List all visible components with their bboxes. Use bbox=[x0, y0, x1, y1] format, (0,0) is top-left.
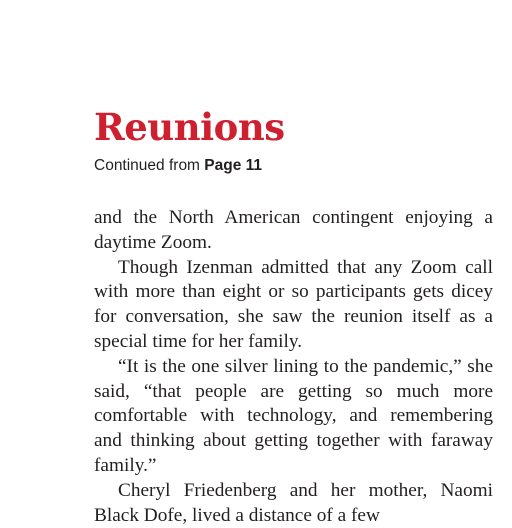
continued-page-ref: Page 11 bbox=[204, 157, 263, 174]
article-body bbox=[94, 206, 493, 528]
article-paragraph: Cheryl Friedenberg and her mother, Naomi Black Dofe, lived a distance of a few bbox=[94, 479, 493, 526]
article-paragraph: and the North American contingent enjoying a daytime Zoom. bbox=[94, 207, 493, 253]
article-paragraph: “It is the one silver lining to the pandemic,” she said, “that people are getting so much more comfortable with technology, and remembering and thinking about getting together with faraway family.” bbox=[94, 355, 493, 476]
article-paragraph: Though Izenman admitted that any Zoom call with more than eight or so participants gets dicey for conversation, she saw the reunion itself as a special time for her family. bbox=[94, 256, 493, 352]
article-headline: Reunions bbox=[94, 105, 285, 149]
continued-prefix: Continued from bbox=[94, 157, 200, 174]
continued-from-line bbox=[94, 156, 262, 176]
